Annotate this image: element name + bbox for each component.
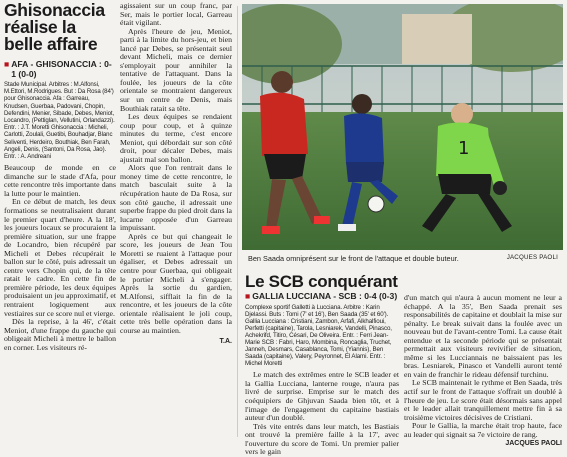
article-gallia-scb <box>242 0 563 457</box>
paragraph: Les deux équipes se rendaient coup pour coup, et à quinze minutes du terme, c'est encore Meniot, qui débordait sur son côté droit, pour décaler Debes, mais ajustait mal son ballon. <box>120 112 232 164</box>
match-details: Stade Municipal. Arbitres : M.Alfonsi, M.Ettori, M.Rodrigues. But : Da Rosa (84') pour Ghisonaccia. Afa : Garreau, Knudsen, Guerbaa, Padovani, Chopin, Defendini, Menier, Sibade, Debes, Meniot, Locandro, (Pettiglan, Vellutini, Orlandazzi). Entr. : J.T. Moretti Ghisonaccia : Micheli, Carlotti, Zoulali, Guetibi, Bouhadjar, Blanc Seliventi, Herdeiro, Bouthiak, Ben Farah, Angeli, Denis, (Santoni, Da Rosa, Jao). Entr. : A. Andreani <box>4 81 115 161</box>
svg-text:1: 1 <box>458 138 470 159</box>
football-action-photo <box>242 4 563 250</box>
match-title: GALLIA LUCCIANA - SCB : 0-4 (0-3) <box>252 291 398 301</box>
match-details: Complexe sportif Galletti à Lucciana. Arbitre : Karin Djelassi. Buts : Tomi (7' et 16'), Ben Saada (35' et 60'). Gallia Lucciana : Cristiani, Zambon, Arfafi, Alkhalfioui, Perfetti (capitaine), Tarola, Lesniarek, Vandelli, Pinasco, Achekrifd, Titiro, Césari, De Oliveira. Entr. : Ferri Jean-Marie SCB : Fabri, Haro, Mombina, Roncaglia, Truchet, Janneh, Desmars, Casablanca, Tomi, (Yiannis), Ben Saada (capitaine), Valery, Peyronnet, El Alami. Entr. : Michel Moretti <box>245 303 392 368</box>
photo-credit: JACQUES PAOLI <box>506 254 558 261</box>
paragraph: agissaient sur un coup franc, par Ser, mais le portier local, Garreau était vigilant. <box>120 1 232 28</box>
match-photo <box>242 4 563 250</box>
paragraph: Beaucoup de monde en ce dimanche sur le stade d'Afa, pour cette rencontre très importante dans la lutte pour le maintien. <box>4 163 116 198</box>
column-separator <box>237 6 238 437</box>
article-column-2 <box>404 294 562 449</box>
author-signature: JACQUES PAOLI <box>505 440 562 448</box>
article-column-1 <box>4 60 116 352</box>
paragraph: Dès la reprise, à la 46', c'était Meniot, d'une frappe du gauche qui obligeait Micheli à mettre le ballon en corner. Les visiteurs ré- <box>4 317 116 352</box>
photo-caption: Ben Saada omniprésent sur le front de l'attaque et double buteur. <box>248 254 459 263</box>
match-title: AFA - GHISONACCIA : 0-1 (0-0) <box>11 59 112 79</box>
article-afa-ghisonaccia <box>4 0 233 443</box>
paragraph: Le match des extrêmes entre le SCB leader et la Gallia Lucciana, lanterne rouge, n'aura pas livré de surprise. Emprise sur le match des coéquipiers de Ghjuvan Saada bien tôt, et à l'image de l'engagement du capitaine bastiais auteur d'un doublé. <box>245 370 399 423</box>
photo-caption-row <box>248 254 558 263</box>
author-signature: T.A. <box>219 338 232 346</box>
red-square-marker-icon: ■ <box>4 59 10 69</box>
match-score-heading <box>4 60 116 79</box>
paragraph: Après ce but qui changeait le score, les joueurs de Jean Tou Moretti se ruaient à l'attaque pour égaliser, et Debes adressait un centre pour Guerbaa, qui obligeait le portier Micheli à s'engager. Après la sortie du gardien, M.Alfonsi, sifflait la fin de la rencontre, et les joueurs de la côte orientale réalisaient le joli coup, cette très belle opération dans la course au maintien. <box>120 231 232 335</box>
article-headline: Le SCB conquérant <box>245 272 398 291</box>
paragraph: d'un match qui n'aura à aucun moment ne leur a échappé. A la 35', Ben Saada prenait ses responsabilités de capitaine et doublait la mise sur pénalty. Le break suivait dans la foulée avec un nouveau but de l'avant-centre Tomi. La cause était entendue et la seconde période qui se présentait permettait aux visiteurs revivifier de situation, même si les Lucciannais ne baissaient pas les bras. Lesniarek, Pinasco et Vandelli auront tenté en vain de franchir le rideau défensif turchinu. <box>404 293 562 379</box>
paragraph: Alors que l'on rentrait dans le money time de cette rencontre, le match basculait suite à la récupération haute de Da Rosa, sur son côté gauche, il adressait une superbe frappe du pied droit dans la lucarne opposée d'un Garreau impuissant. <box>120 163 232 233</box>
paragraph: Le SCB maintenait le rythme et Ben Saada, très actif sur le front de l'attaque s'offrait un doublé à l'heure de jeu. Le score était désormais sans appel et le leader allait tranquillement mettre fin à sa troisième victoires décisives de Cristiani. <box>404 378 562 422</box>
paragraph: Après l'heure de jeu, Meniot, parti à la limite du hors-jeu, et bien lancé par Debes, se présentait seul devant Micheli, mais ce dernier s'employait pour annihiler la tentative de l'attaquant. Dans la foulée, les joueurs de la côte orientale se montraient dangereux sur un centre de Denis, mais Bouthiak ratait sa tête. <box>120 26 232 113</box>
article-column-1 <box>245 292 399 457</box>
article-headline: Ghisonaccia réalise la belle affaire <box>4 0 105 54</box>
paragraph: Pour le Gallia, la marche était trop haute, face au leader qui signait sa 7e victoire de rang. <box>404 421 562 439</box>
paragraph: Très vite entrés dans leur match, les Bastiais ont trouvé la première faille à la 17', avec l'ouverture du score de Tomi. Un premier palier vers le gain <box>245 421 399 457</box>
red-square-marker-icon: ■ <box>245 291 251 301</box>
match-score-heading <box>245 292 399 302</box>
article-column-2 <box>120 2 232 347</box>
paragraph: En ce début de match, les deux formations se neutralisaient durant le premier quart d'heure. A la 18', les joueurs locaux se procuraient la première situation, sur une frappe de Locandro, bien récupéré par Micheli et Debes récupérait le ballon sur le côté, puis adressait un centre vers Chopin qui, de la tête ratait le cadre. En cette fin de première période, les deux équipes produisaient un jeu approximatif, et rentraient logiquement aux vestiaires sur ce score nul et vierge. <box>4 197 116 318</box>
